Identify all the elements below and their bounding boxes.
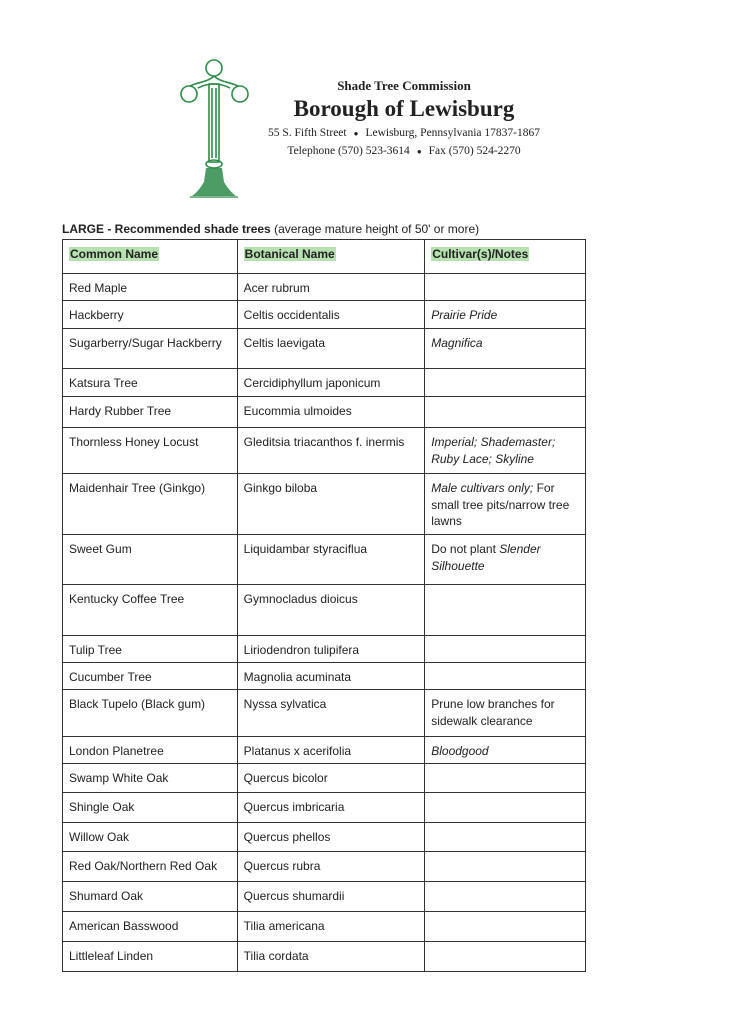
common-name-cell: Sweet Gum <box>63 535 238 585</box>
notes-cultivar-italic: Male cultivars only; <box>431 481 534 495</box>
header-cell <box>63 240 238 274</box>
notes-text: Do not plant <box>431 542 500 556</box>
botanical-name-cell: Quercus rubra <box>237 852 425 882</box>
cultivar-notes-cell <box>425 329 586 369</box>
common-name-cell: Willow Oak <box>63 823 238 852</box>
cultivar-notes-cell <box>425 912 586 942</box>
cultivar-notes-cell <box>425 823 586 852</box>
cultivar-notes-cell <box>425 690 586 737</box>
botanical-name-cell: Quercus imbricaria <box>237 793 425 823</box>
header-cell <box>425 240 586 274</box>
bullet-icon: ● <box>416 147 422 156</box>
fax: Fax (570) 524-2270 <box>428 145 521 157</box>
common-name-cell: Maidenhair Tree (Ginkgo) <box>63 474 238 535</box>
botanical-name-cell: Eucommia ulmoides <box>237 397 425 428</box>
table-row <box>63 793 586 823</box>
cultivar-notes-cell <box>425 585 586 636</box>
common-name-cell: Red Maple <box>63 274 238 301</box>
cultivar-notes-cell <box>425 793 586 823</box>
header-cell <box>237 240 425 274</box>
botanical-name-cell: Tilia americana <box>237 912 425 942</box>
botanical-name-cell: Quercus bicolor <box>237 764 425 793</box>
table-row <box>63 329 586 369</box>
letterhead <box>178 58 558 203</box>
organization-block <box>254 78 554 159</box>
table-row <box>63 301 586 329</box>
botanical-name-cell: Quercus phellos <box>237 823 425 852</box>
common-name-cell: London Planetree <box>63 737 238 764</box>
cultivar-notes-cell <box>425 474 586 535</box>
cultivar-notes-cell <box>425 882 586 912</box>
header-botanical-name: Botanical Name <box>244 247 335 261</box>
botanical-name-cell: Celtis occidentalis <box>237 301 425 329</box>
table-row <box>63 737 586 764</box>
botanical-name-cell: Quercus shumardii <box>237 882 425 912</box>
header-common-name: Common Name <box>70 247 159 261</box>
table-row <box>63 636 586 663</box>
notes-cultivar-italic: Bloodgood <box>431 744 489 758</box>
street-address: 55 S. Fifth Street <box>268 127 347 139</box>
city-address: Lewisburg, Pennsylvania 17837-1867 <box>365 127 540 139</box>
notes-cultivar-italic: Magnifica <box>431 336 483 350</box>
common-name-cell: Katsura Tree <box>63 369 238 397</box>
cultivar-notes-cell <box>425 535 586 585</box>
botanical-name-cell: Gleditsia triacanthos f. inermis <box>237 428 425 474</box>
table-row <box>63 397 586 428</box>
table-row <box>63 585 586 636</box>
botanical-name-cell: Gymnocladus dioicus <box>237 585 425 636</box>
common-name-cell: Red Oak/Northern Red Oak <box>63 852 238 882</box>
botanical-name-cell: Platanus x acerifolia <box>237 737 425 764</box>
botanical-name-cell: Acer rubrum <box>237 274 425 301</box>
table-row <box>63 369 586 397</box>
common-name-cell: Tulip Tree <box>63 636 238 663</box>
botanical-name-cell: Tilia cordata <box>237 942 425 972</box>
table-row <box>63 474 586 535</box>
table-row <box>63 274 586 301</box>
botanical-name-cell: Cercidiphyllum japonicum <box>237 369 425 397</box>
table-header-row <box>63 240 586 274</box>
cultivar-notes-cell <box>425 636 586 663</box>
common-name-cell: Thornless Honey Locust <box>63 428 238 474</box>
common-name-cell: Kentucky Coffee Tree <box>63 585 238 636</box>
cultivar-notes-cell <box>425 274 586 301</box>
table-row <box>63 912 586 942</box>
cultivar-notes-cell <box>425 397 586 428</box>
section-title-bold: LARGE - Recommended shade trees <box>62 222 271 236</box>
cultivar-notes-cell <box>425 764 586 793</box>
common-name-cell: Swamp White Oak <box>63 764 238 793</box>
common-name-cell: Sugarberry/Sugar Hackberry <box>63 329 238 369</box>
cultivar-notes-cell <box>425 301 586 329</box>
common-name-cell: Cucumber Tree <box>63 663 238 690</box>
botanical-name-cell: Celtis laevigata <box>237 329 425 369</box>
table-row <box>63 823 586 852</box>
table-row <box>63 535 586 585</box>
cultivar-notes-cell <box>425 942 586 972</box>
notes-text-after: For small tree pits/narrow tree lawns <box>431 481 570 528</box>
common-name-cell: Littleleaf Linden <box>63 942 238 972</box>
common-name-cell: Hardy Rubber Tree <box>63 397 238 428</box>
botanical-name-cell: Liquidambar styraciflua <box>237 535 425 585</box>
trees-table <box>62 239 586 972</box>
notes-text: Prune low branches for sidewalk clearance <box>431 697 555 728</box>
botanical-name-cell: Ginkgo biloba <box>237 474 425 535</box>
cultivar-notes-cell <box>425 428 586 474</box>
notes-cultivar-italic: Prairie Pride <box>431 308 498 322</box>
common-name-cell: Hackberry <box>63 301 238 329</box>
botanical-name-cell: Magnolia acuminata <box>237 663 425 690</box>
cultivar-notes-cell <box>425 852 586 882</box>
notes-cultivar-italic: Slender Silhouette <box>431 542 541 573</box>
table-row <box>63 690 586 737</box>
commission-name: Shade Tree Commission <box>337 78 471 93</box>
section-title-note: (average mature height of 50' or more) <box>270 222 480 236</box>
telephone: Telephone (570) 523-3614 <box>287 145 410 157</box>
notes-cultivar-italic: Imperial; Shademaster; Ruby Lace; Skyline <box>431 435 556 466</box>
header-cultivar-notes: Cultivar(s)/Notes <box>432 247 529 261</box>
botanical-name-cell: Nyssa sylvatica <box>237 690 425 737</box>
table-row <box>63 428 586 474</box>
table-row <box>63 663 586 690</box>
table-row <box>63 852 586 882</box>
common-name-cell: American Basswood <box>63 912 238 942</box>
table-row <box>63 942 586 972</box>
common-name-cell: Shingle Oak <box>63 793 238 823</box>
common-name-cell: Shumard Oak <box>63 882 238 912</box>
section-title <box>62 222 479 236</box>
botanical-name-cell: Liriodendron tulipifera <box>237 636 425 663</box>
address-line <box>254 126 554 141</box>
contact-line <box>254 144 554 159</box>
cultivar-notes-cell <box>425 663 586 690</box>
borough-name: Borough of Lewisburg <box>293 96 515 121</box>
common-name-cell: Black Tupelo (Black gum) <box>63 690 238 737</box>
cultivar-notes-cell <box>425 369 586 397</box>
bullet-icon: ● <box>353 129 359 138</box>
table-row <box>63 882 586 912</box>
table-row <box>63 764 586 793</box>
cultivar-notes-cell <box>425 737 586 764</box>
lamppost-icon <box>178 58 250 200</box>
